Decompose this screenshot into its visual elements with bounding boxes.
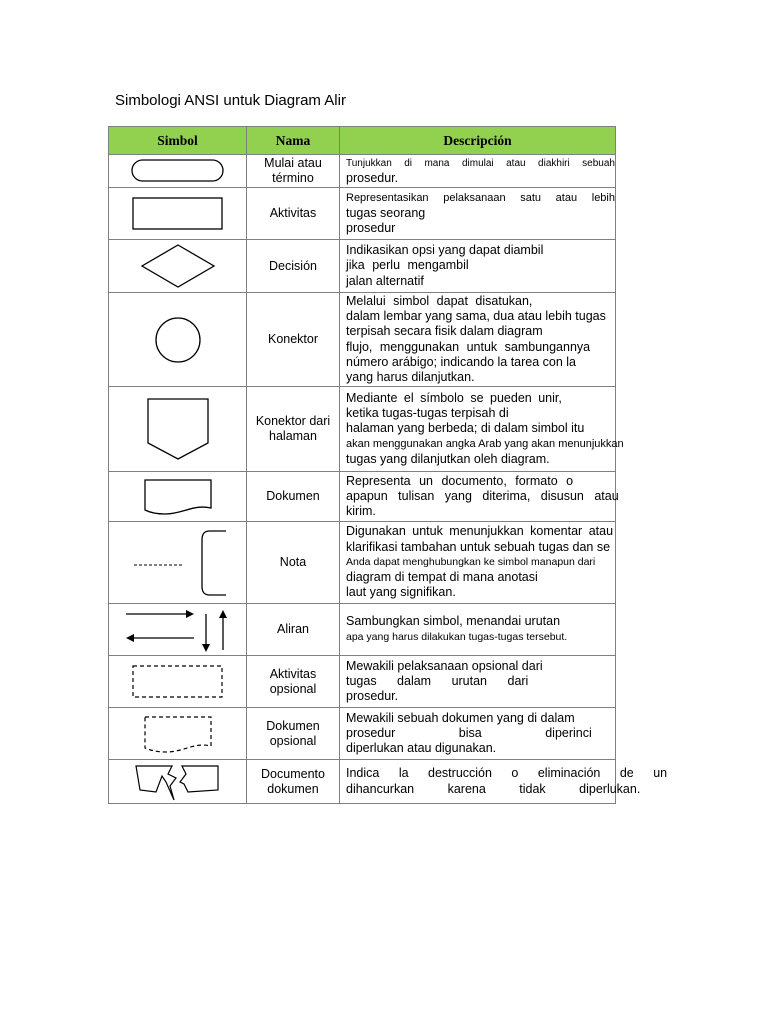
flowchart-symbol-table (108, 126, 668, 804)
table-row (109, 760, 616, 804)
description-cell (340, 155, 616, 188)
description-line: Anda dapat menghubungkan ke simbol manapun dari (346, 555, 596, 568)
description-line: ketika tugas-tugas terpisah di (346, 406, 509, 421)
description-line: tugas dalam urutan dari (346, 673, 529, 688)
description-line: número arábigo; indicando la tarea con la (346, 354, 577, 369)
description-line: yang harus dilanjutkan. (346, 369, 475, 384)
destroyed-document-icon (130, 762, 226, 802)
description-line: klarifikasi tambahan untuk sebuah tugas dan se (346, 539, 611, 554)
table-header-row (109, 127, 616, 155)
description-line: dihancurkan karena tidak diperlukan. (346, 781, 641, 796)
description-line: Mediante el símbolo se pueden unir, (346, 390, 562, 405)
name-cell: Aktivitas (247, 188, 340, 240)
name-cell: Aktivitas opsional (247, 656, 340, 708)
description-line: laut yang signifikan. (346, 585, 456, 600)
symbol-cell (109, 472, 247, 522)
description-cell (340, 604, 616, 656)
symbol-cell (109, 387, 247, 472)
description-line: akan menggunakan angka Arab yang akan menunjukkan (346, 437, 624, 450)
connector-circle-icon (153, 315, 203, 365)
description-line: diperlukan atau digunakan. (346, 741, 497, 756)
header-description: Descripción (340, 127, 616, 155)
table-row (109, 656, 616, 708)
flow-arrows-icon (122, 608, 234, 652)
header-name: Nama (247, 127, 340, 155)
name-cell: Decisión (247, 240, 340, 293)
description-line: Representa un documento, formato o (346, 473, 574, 488)
annotation-bracket-icon (122, 528, 234, 598)
description-line: Mewakili pelaksanaan opsional dari (346, 658, 543, 673)
description-line: tugas seorang (346, 205, 426, 220)
optional-activity-icon (131, 664, 225, 700)
description-line: Sambungkan simbol, menandai urutan (346, 614, 561, 629)
table-row (109, 708, 616, 760)
description-line: flujo, menggunakan untuk sambungannya (346, 339, 591, 354)
description-line: jalan alternatif (346, 273, 424, 288)
description-line: apapun tulisan yang diterima, disusun atau (346, 488, 619, 503)
description-line: dalam lembar yang sama, dua atau lebih tugas (346, 309, 606, 324)
description-line: kirim. (346, 504, 376, 519)
name-cell: Mulai atau término (247, 155, 340, 188)
symbol-cell (109, 522, 247, 604)
decision-diamond-icon (140, 243, 216, 289)
document-title: Simbologi ANSI untuk Diagram Alir (115, 92, 346, 109)
name-cell: Aliran (247, 604, 340, 656)
name-cell: Documento dokumen (247, 760, 340, 804)
description-line: Digunakan untuk menunjukkan komentar atau (346, 524, 614, 539)
name-cell: Nota (247, 522, 340, 604)
description-line: prosedur bisa diperinci (346, 725, 592, 740)
optional-document-icon (142, 714, 214, 754)
name-cell: Konektor dari halaman (247, 387, 340, 472)
description-line: Mewakili sebuah dokumen yang di dalam (346, 710, 575, 725)
description-line: prosedur. (346, 689, 399, 704)
table-row (109, 155, 616, 188)
table-row (109, 293, 616, 387)
header-symbol: Simbol (109, 127, 247, 155)
description-line: prosedur (346, 221, 396, 236)
description-cell (340, 387, 624, 472)
name-cell: Dokumen opsional (247, 708, 340, 760)
description-cell (340, 656, 616, 708)
description-line: jika perlu mengambil (346, 258, 469, 273)
description-line: Tunjukkan di mana dimulai atau diakhiri sebuah (346, 157, 615, 169)
description-line: Indikasikan opsi yang dapat diambil (346, 243, 544, 258)
description-line: terpisah secara fisik dalam diagram (346, 324, 543, 339)
symbol-cell (109, 708, 247, 760)
description-line: diagram di tempat di mana anotasi (346, 570, 538, 585)
process-rectangle-icon (132, 197, 224, 231)
description-cell (340, 188, 616, 240)
table-row (109, 240, 616, 293)
symbol-cell (109, 293, 247, 387)
description-cell (340, 522, 616, 604)
description-line: apa yang harus dilakukan tugas-tugas tersebut. (346, 630, 568, 643)
offpage-connector-icon (146, 397, 210, 461)
table-row (109, 188, 616, 240)
name-cell: Dokumen (247, 472, 340, 522)
table-row (109, 522, 616, 604)
description-cell (340, 708, 616, 760)
description-cell (340, 240, 616, 293)
symbol-cell (109, 155, 247, 188)
description-line: tugas yang dilanjutkan oleh diagram. (346, 451, 550, 466)
description-line: Melalui simbol dapat disatukan, (346, 293, 533, 308)
description-line: prosedur. (346, 171, 399, 185)
symbol-cell (109, 188, 247, 240)
description-line: Representasikan pelaksanaan satu atau lebih (346, 191, 615, 204)
description-cell (340, 760, 668, 804)
description-cell (340, 472, 619, 522)
table-row (109, 472, 616, 522)
description-line: halaman yang berbeda; di dalam simbol itu (346, 421, 585, 436)
symbol-cell (109, 240, 247, 293)
symbol-cell (109, 604, 247, 656)
symbol-cell (109, 760, 247, 804)
document-icon (143, 478, 213, 516)
description-line: Indica la destrucción o eliminación de un (346, 766, 668, 781)
table-row (109, 604, 616, 656)
description-cell (340, 293, 616, 387)
name-cell: Konektor (247, 293, 340, 387)
symbol-cell (109, 656, 247, 708)
terminator-icon (131, 158, 225, 184)
table-row (109, 387, 616, 472)
